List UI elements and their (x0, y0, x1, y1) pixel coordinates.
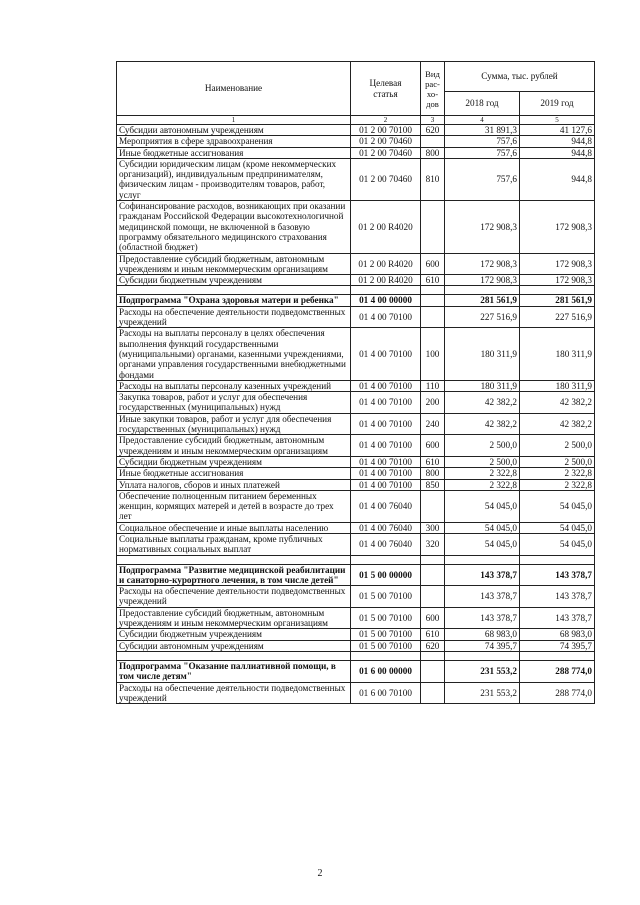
row-target-item-cell: 01 4 00 70100 (351, 435, 421, 457)
row-sum-2019-cell: 944,8 (520, 136, 595, 147)
row-expense-kind-cell: 610 (421, 275, 445, 286)
table-row (117, 136, 595, 147)
row-sum-2018-cell: 2 322,8 (445, 468, 520, 479)
row-sum-2018-cell: 2 500,0 (445, 435, 520, 457)
row-name-cell: Субсидии автономным учреждениям (117, 125, 351, 136)
row-target-item-cell: 01 6 00 00000 (351, 660, 421, 682)
row-name-cell: Расходы на обеспечение деятельности подведомственных учреждений (117, 586, 351, 608)
spacer-cell (351, 286, 421, 295)
row-expense-kind-cell: 600 (421, 435, 445, 457)
row-target-item-cell: 01 5 00 70100 (351, 607, 421, 629)
row-sum-2018-cell: 2 500,0 (445, 456, 520, 467)
row-sum-2018-cell: 172 908,3 (445, 275, 520, 286)
row-name-cell: Иные бюджетные ассигнования (117, 147, 351, 158)
row-name-cell: Предоставление субсидий бюджетным, автономным учреждениям и иным некоммерческим организациям (117, 253, 351, 275)
row-sum-2018-cell: 180 311,9 (445, 380, 520, 391)
row-sum-2019-cell: 227 516,9 (520, 306, 595, 328)
row-sum-2019-cell: 172 908,3 (520, 201, 595, 253)
table-row (117, 413, 595, 435)
spacer-row (117, 651, 595, 660)
row-target-item-cell: 01 4 00 70100 (351, 468, 421, 479)
spacer-cell (421, 651, 445, 660)
colnum-2: 2 (351, 116, 421, 125)
table-row (117, 586, 595, 608)
row-target-item-cell: 01 4 00 76040 (351, 522, 421, 533)
row-name-cell: Уплата налогов, сборов и иных платежей (117, 479, 351, 490)
row-expense-kind-cell (421, 306, 445, 328)
row-target-item-cell: 01 2 00 70460 (351, 147, 421, 158)
table-row (117, 392, 595, 414)
row-expense-kind-cell (421, 586, 445, 608)
row-target-item-cell: 01 4 00 70100 (351, 479, 421, 490)
row-sum-2018-cell: 143 378,7 (445, 607, 520, 629)
row-expense-kind-cell: 800 (421, 147, 445, 158)
row-sum-2018-cell: 68 983,0 (445, 629, 520, 640)
row-target-item-cell: 01 4 00 70100 (351, 413, 421, 435)
table-row (117, 479, 595, 490)
row-expense-kind-cell: 620 (421, 640, 445, 651)
table-row (117, 328, 595, 380)
row-sum-2018-cell: 172 908,3 (445, 253, 520, 275)
row-target-item-cell: 01 5 00 00000 (351, 564, 421, 586)
row-sum-2018-cell: 180 311,9 (445, 328, 520, 380)
row-target-item-cell: 01 2 00 R4020 (351, 275, 421, 286)
header-year-2019: 2019 год (520, 92, 595, 116)
row-name-cell: Подпрограмма "Оказание паллиативной помощи, в том числе детям" (117, 660, 351, 682)
row-target-item-cell: 01 2 00 R4020 (351, 201, 421, 253)
row-target-item-cell: 01 5 00 70100 (351, 586, 421, 608)
row-expense-kind-cell: 600 (421, 253, 445, 275)
row-sum-2019-cell: 172 908,3 (520, 275, 595, 286)
table-row (117, 125, 595, 136)
row-expense-kind-cell: 810 (421, 158, 445, 200)
row-sum-2018-cell: 231 553,2 (445, 682, 520, 704)
colnum-5: 5 (520, 116, 595, 125)
row-target-item-cell: 01 2 00 R4020 (351, 253, 421, 275)
row-sum-2018-cell: 281 561,9 (445, 295, 520, 306)
row-sum-2019-cell: 2 322,8 (520, 468, 595, 479)
spacer-row (117, 555, 595, 564)
row-sum-2019-cell: 68 983,0 (520, 629, 595, 640)
row-expense-kind-cell: 610 (421, 456, 445, 467)
table-row (117, 629, 595, 640)
row-expense-kind-cell (421, 682, 445, 704)
row-expense-kind-cell: 300 (421, 522, 445, 533)
row-target-item-cell: 01 5 00 70100 (351, 640, 421, 651)
row-sum-2019-cell: 41 127,6 (520, 125, 595, 136)
row-target-item-cell: 01 6 00 70100 (351, 682, 421, 704)
row-expense-kind-cell (421, 201, 445, 253)
row-sum-2019-cell: 288 774,0 (520, 660, 595, 682)
row-sum-2018-cell: 31 891,3 (445, 125, 520, 136)
table-row (117, 147, 595, 158)
row-sum-2019-cell: 172 908,3 (520, 253, 595, 275)
row-expense-kind-cell: 600 (421, 607, 445, 629)
row-sum-2018-cell: 54 045,0 (445, 522, 520, 533)
row-sum-2018-cell: 757,6 (445, 147, 520, 158)
row-target-item-cell: 01 4 00 70100 (351, 456, 421, 467)
row-sum-2019-cell: 54 045,0 (520, 533, 595, 555)
row-sum-2018-cell: 227 516,9 (445, 306, 520, 328)
subprogram-row (117, 295, 595, 306)
spacer-cell (117, 286, 351, 295)
row-sum-2019-cell: 2 500,0 (520, 456, 595, 467)
spacer-cell (421, 555, 445, 564)
row-expense-kind-cell: 610 (421, 629, 445, 640)
row-sum-2019-cell: 54 045,0 (520, 522, 595, 533)
row-name-cell: Обеспечение полноценным питанием беременных женщин, кормящих матерей и детей в возрасте до трех лет (117, 490, 351, 522)
row-sum-2019-cell: 42 382,2 (520, 392, 595, 414)
table-row (117, 201, 595, 253)
row-sum-2018-cell: 143 378,7 (445, 586, 520, 608)
table-row (117, 682, 595, 704)
row-sum-2019-cell: 143 378,7 (520, 607, 595, 629)
colnum-4: 4 (445, 116, 520, 125)
page-number: 2 (317, 868, 323, 879)
table-row (117, 275, 595, 286)
row-sum-2018-cell: 757,6 (445, 158, 520, 200)
row-sum-2018-cell: 74 395,7 (445, 640, 520, 651)
row-name-cell: Расходы на обеспечение деятельности подведомственных учреждений (117, 682, 351, 704)
colnum-1: 1 (117, 116, 351, 125)
spacer-cell (351, 651, 421, 660)
row-expense-kind-cell: 200 (421, 392, 445, 414)
row-name-cell: Субсидии бюджетным учреждениям (117, 629, 351, 640)
row-sum-2019-cell: 281 561,9 (520, 295, 595, 306)
row-sum-2018-cell: 54 045,0 (445, 490, 520, 522)
row-expense-kind-cell: 850 (421, 479, 445, 490)
table-row (117, 380, 595, 391)
subprogram-row (117, 660, 595, 682)
row-target-item-cell: 01 2 00 70460 (351, 158, 421, 200)
row-name-cell: Субсидии юридическим лицам (кроме некоммерческих организаций), индивидуальным предпринимателям, физическим лицам - производителям товаров, работ, услуг (117, 158, 351, 200)
row-sum-2019-cell: 42 382,2 (520, 413, 595, 435)
row-name-cell: Подпрограмма "Охрана здоровья матери и ребенка" (117, 295, 351, 306)
row-target-item-cell: 01 4 00 70100 (351, 306, 421, 328)
table-row (117, 468, 595, 479)
row-expense-kind-cell (421, 490, 445, 522)
header-target-item: Целевая статья (351, 62, 421, 116)
row-name-cell: Иные бюджетные ассигнования (117, 468, 351, 479)
table-row (117, 158, 595, 200)
row-sum-2018-cell: 172 908,3 (445, 201, 520, 253)
table-row (117, 306, 595, 328)
row-target-item-cell: 01 5 00 70100 (351, 629, 421, 640)
row-name-cell: Подпрограмма "Развитие медицинской реабилитации и санаторно-курортного лечения, в том числе детей" (117, 564, 351, 586)
row-expense-kind-cell (421, 136, 445, 147)
spacer-cell (117, 555, 351, 564)
budget-table (116, 61, 595, 704)
row-sum-2019-cell: 74 395,7 (520, 640, 595, 651)
row-target-item-cell: 01 4 00 70100 (351, 328, 421, 380)
row-name-cell: Субсидии бюджетным учреждениям (117, 456, 351, 467)
header-sum: Сумма, тыс. рублей (445, 62, 595, 92)
row-name-cell: Мероприятия в сфере здравоохранения (117, 136, 351, 147)
row-name-cell: Социальные выплаты гражданам, кроме публичных нормативных социальных выплат (117, 533, 351, 555)
row-sum-2018-cell: 42 382,2 (445, 392, 520, 414)
row-sum-2019-cell: 2 322,8 (520, 479, 595, 490)
table-row (117, 456, 595, 467)
row-target-item-cell: 01 2 00 70460 (351, 136, 421, 147)
row-name-cell: Предоставление субсидий бюджетным, автономным учреждениям и иным некоммерческим организациям (117, 435, 351, 457)
spacer-cell (445, 555, 520, 564)
row-name-cell: Социальное обеспечение и иные выплаты населению (117, 522, 351, 533)
spacer-row (117, 286, 595, 295)
row-sum-2019-cell: 944,8 (520, 147, 595, 158)
spacer-cell (520, 651, 595, 660)
table-body (117, 125, 595, 704)
row-target-item-cell: 01 4 00 76040 (351, 490, 421, 522)
spacer-cell (117, 651, 351, 660)
table-row (117, 490, 595, 522)
row-name-cell: Расходы на выплаты персоналу казенных учреждений (117, 380, 351, 391)
row-name-cell: Софинансирование расходов, возникающих при оказании гражданам Российской Федерации высокотехнологичной медицинской помощи, не включенной в базовую программу обязательного медицинского страхования (областной бюджет) (117, 201, 351, 253)
row-target-item-cell: 01 4 00 70100 (351, 380, 421, 391)
row-sum-2019-cell: 180 311,9 (520, 380, 595, 391)
row-name-cell: Расходы на обеспечение деятельности подведомственных учреждений (117, 306, 351, 328)
table-row (117, 253, 595, 275)
row-sum-2018-cell: 231 553,2 (445, 660, 520, 682)
row-target-item-cell: 01 4 00 76040 (351, 533, 421, 555)
subprogram-row (117, 564, 595, 586)
row-name-cell: Закупка товаров, работ и услуг для обеспечения государственных (муниципальных) нужд (117, 392, 351, 414)
row-name-cell: Субсидии бюджетным учреждениям (117, 275, 351, 286)
row-sum-2018-cell: 54 045,0 (445, 533, 520, 555)
row-sum-2018-cell: 757,6 (445, 136, 520, 147)
spacer-cell (445, 286, 520, 295)
row-expense-kind-cell: 100 (421, 328, 445, 380)
header-year-2018: 2018 год (445, 92, 520, 116)
spacer-cell (445, 651, 520, 660)
row-expense-kind-cell (421, 660, 445, 682)
row-sum-2019-cell: 2 500,0 (520, 435, 595, 457)
row-expense-kind-cell: 800 (421, 468, 445, 479)
row-sum-2019-cell: 143 378,7 (520, 564, 595, 586)
row-sum-2019-cell: 54 045,0 (520, 490, 595, 522)
table-row (117, 522, 595, 533)
row-sum-2019-cell: 143 378,7 (520, 586, 595, 608)
row-sum-2018-cell: 42 382,2 (445, 413, 520, 435)
row-name-cell: Расходы на выплаты персоналу в целях обеспечения выполнения функций государственными (муниципальными) органами, казенными учреждениями, органами управления государственными внебюджетными фондами (117, 328, 351, 380)
spacer-cell (520, 286, 595, 295)
table-row (117, 435, 595, 457)
spacer-cell (421, 286, 445, 295)
row-expense-kind-cell: 240 (421, 413, 445, 435)
row-name-cell: Иные закупки товаров, работ и услуг для обеспечения государственных (муниципальных) нужд (117, 413, 351, 435)
row-name-cell: Субсидии автономным учреждениям (117, 640, 351, 651)
row-sum-2019-cell: 944,8 (520, 158, 595, 200)
row-sum-2018-cell: 143 378,7 (445, 564, 520, 586)
row-expense-kind-cell: 320 (421, 533, 445, 555)
table-row (117, 607, 595, 629)
colnum-3: 3 (421, 116, 445, 125)
row-target-item-cell: 01 4 00 70100 (351, 392, 421, 414)
row-expense-kind-cell: 110 (421, 380, 445, 391)
table-row (117, 533, 595, 555)
row-name-cell: Предоставление субсидий бюджетным, автономным учреждениям и иным некоммерческим организациям (117, 607, 351, 629)
row-target-item-cell: 01 4 00 00000 (351, 295, 421, 306)
header-name: Наименование (117, 62, 351, 116)
row-target-item-cell: 01 2 00 70100 (351, 125, 421, 136)
row-expense-kind-cell (421, 564, 445, 586)
row-sum-2018-cell: 2 322,8 (445, 479, 520, 490)
header-expense-kind: Вид рас- хо- дов (421, 62, 445, 116)
spacer-cell (351, 555, 421, 564)
spacer-cell (520, 555, 595, 564)
table-row (117, 640, 595, 651)
row-sum-2019-cell: 288 774,0 (520, 682, 595, 704)
row-expense-kind-cell: 620 (421, 125, 445, 136)
row-expense-kind-cell (421, 295, 445, 306)
row-sum-2019-cell: 180 311,9 (520, 328, 595, 380)
